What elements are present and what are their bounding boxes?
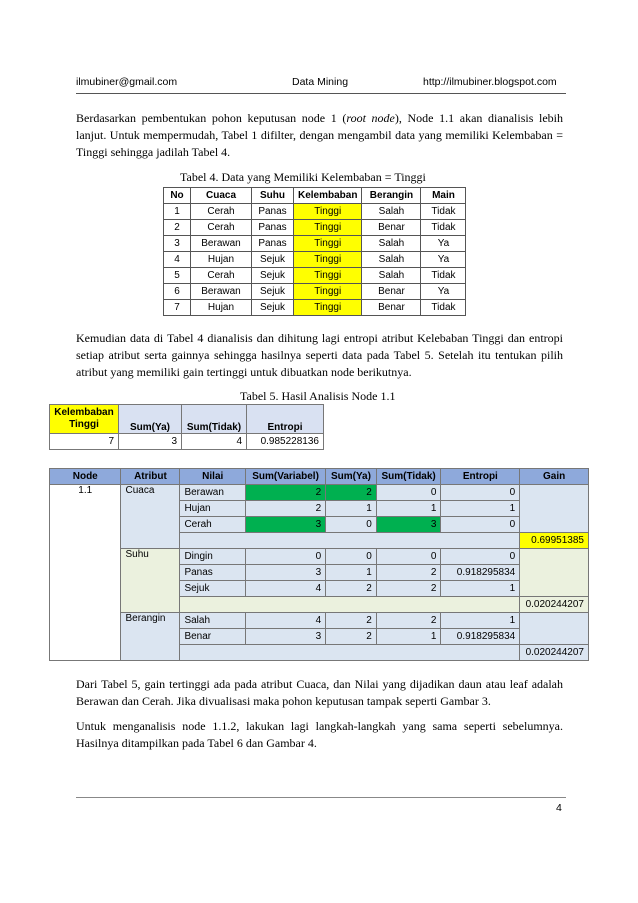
table4-cell: Tinggi: [294, 220, 362, 236]
table4-cell: Tidak: [421, 300, 466, 316]
table4-cell: Tinggi: [294, 284, 362, 300]
table4-row: [164, 220, 466, 236]
attr-berangin: Berangin: [121, 613, 180, 661]
gain-blank: [520, 613, 589, 645]
table4-header: No: [164, 188, 191, 204]
table4-row: [164, 268, 466, 284]
table4-cell: Tidak: [421, 204, 466, 220]
table4-cell: Cerah: [191, 268, 252, 284]
nilai: Sejuk: [180, 581, 246, 597]
table4-cell: Tidak: [421, 268, 466, 284]
table4-caption: Tabel 4. Data yang Memiliki Kelembaban = Tinggi: [180, 170, 426, 184]
sum-tidak: 3: [376, 517, 441, 533]
table4-cell: Sejuk: [252, 268, 294, 284]
sum-ya: 1: [326, 501, 377, 517]
table4-cell: Tinggi: [294, 236, 362, 252]
entropi: 0.918295834: [441, 629, 520, 645]
table4-cell: Hujan: [191, 252, 252, 268]
table4-header: Cuaca: [191, 188, 252, 204]
t5-header: Sum(Ya): [326, 469, 377, 485]
nilai: Benar: [180, 629, 246, 645]
table4-cell: Tinggi: [294, 300, 362, 316]
table4-cell: Panas: [252, 220, 294, 236]
sum-ya: 0: [326, 517, 377, 533]
table4-cell: Salah: [362, 236, 421, 252]
table4: [163, 187, 466, 316]
sum-variabel: 4: [246, 613, 326, 629]
table4-cell: Ya: [421, 284, 466, 300]
header-title: Data Mining: [292, 76, 349, 88]
node-label: 1.1: [50, 485, 121, 661]
paragraph-analysis: Kemudian data di Tabel 4 dianalisis dan dihitung lagi entropi atribut Kelebaban Tinggi dan entropi setiap atribut serta gainnya sehingga hasilnya seperti data pada Tabel 5. Setelah itu tentukan pilih atribut yang memiliki gain tertinggi untuk dibuatkan node berikutnya.: [76, 331, 563, 379]
table4-cell: 1: [164, 204, 191, 220]
gain-berangin: 0.020244207: [520, 645, 589, 661]
summary-total: 7: [50, 434, 119, 450]
sum-tidak: 1: [376, 501, 441, 517]
table4-row: [164, 236, 466, 252]
sum-variabel: 2: [246, 501, 326, 517]
table5-caption: Tabel 5. Hasil Analisis Node 1.1: [240, 389, 396, 403]
nilai: Salah: [180, 613, 246, 629]
table4-cell: 7: [164, 300, 191, 316]
gain-spacer: [180, 597, 520, 613]
table5-header-row: [50, 469, 589, 485]
entropi: 1: [441, 501, 520, 517]
table4-cell: Hujan: [191, 300, 252, 316]
sum-ya: 0: [326, 549, 377, 565]
sum-ya: 2: [326, 485, 377, 501]
gain-spacer: [180, 533, 520, 549]
table4-cell: Salah: [362, 268, 421, 284]
table4-cell: Benar: [362, 220, 421, 236]
sum-variabel: 0: [246, 549, 326, 565]
sum-tidak: 0: [376, 549, 441, 565]
table4-cell: Tinggi: [294, 252, 362, 268]
header-divider: [76, 93, 566, 94]
nilai: Cerah: [180, 517, 246, 533]
table4-cell: 5: [164, 268, 191, 284]
summary-entropi: 0.985228136: [247, 434, 324, 450]
table4-cell: Salah: [362, 252, 421, 268]
summary-header-entropi: Entropi: [247, 405, 324, 434]
nilai: Dingin: [180, 549, 246, 565]
paragraph-next: Untuk menganalisis node 1.1.2, lakukan lagi langkah-langkah yang sama seperti sebelumnya. Hasilnya ditampilkan pada Tabel 6 dan Gambar 4.: [76, 719, 563, 750]
t5-header: Gain: [520, 469, 589, 485]
attr-cuaca: Cuaca: [121, 485, 180, 549]
t5-header: Nilai: [180, 469, 246, 485]
table4-cell: 2: [164, 220, 191, 236]
sum-tidak: 1: [376, 629, 441, 645]
page-number: 4: [556, 802, 562, 814]
table4-row: [164, 284, 466, 300]
sum-tidak: 2: [376, 613, 441, 629]
sum-variabel: 3: [246, 517, 326, 533]
attr-suhu: Suhu: [121, 549, 180, 613]
table4-row: [164, 300, 466, 316]
table4-cell: Ya: [421, 236, 466, 252]
sum-variabel: 3: [246, 629, 326, 645]
table4-cell: Salah: [362, 204, 421, 220]
nilai: Hujan: [180, 501, 246, 517]
gain-suhu: 0.020244207: [520, 597, 589, 613]
table4-cell: Benar: [362, 300, 421, 316]
table4-header-row: [164, 188, 466, 204]
summary-sumtidak: 4: [182, 434, 247, 450]
table5-summary: [49, 404, 324, 450]
table4-cell: Panas: [252, 236, 294, 252]
entropi: 0: [441, 549, 520, 565]
t5-header: Sum(Variabel): [246, 469, 326, 485]
table4-cell: Sejuk: [252, 252, 294, 268]
footer-divider: [76, 797, 566, 798]
nilai: Panas: [180, 565, 246, 581]
sum-variabel: 3: [246, 565, 326, 581]
header-url[interactable]: http://ilmubiner.blogspot.com: [423, 76, 557, 88]
table4-cell: Tinggi: [294, 268, 362, 284]
sum-variabel: 2: [246, 485, 326, 501]
sum-ya: 1: [326, 565, 377, 581]
table4-cell: 6: [164, 284, 191, 300]
summary-header-sumya: Sum(Ya): [119, 405, 182, 434]
sum-tidak: 2: [376, 565, 441, 581]
entropi: 0.918295834: [441, 565, 520, 581]
entropi: 0: [441, 485, 520, 501]
t5-header: Entropi: [441, 469, 520, 485]
sum-ya: 2: [326, 581, 377, 597]
t5-header: Node: [50, 469, 121, 485]
nilai: Berawan: [180, 485, 246, 501]
table5-analysis: [49, 468, 589, 661]
table4-row: [164, 252, 466, 268]
table4-cell: Tidak: [421, 220, 466, 236]
summary-sumya: 3: [119, 434, 182, 450]
sum-tidak: 2: [376, 581, 441, 597]
t5-header: Atribut: [121, 469, 180, 485]
summary-header-sumtidak: Sum(Tidak): [182, 405, 247, 434]
gain-spacer: [180, 645, 520, 661]
summary-header-kelembaban: Kelembaban Tinggi: [50, 405, 119, 434]
entropi: 1: [441, 613, 520, 629]
gain-blank: [520, 485, 589, 533]
table4-cell: Panas: [252, 204, 294, 220]
table4-header: Main: [421, 188, 466, 204]
table4-cell: Tinggi: [294, 204, 362, 220]
paragraph-intro: Berdasarkan pembentukan pohon keputusan node 1 (root node), Node 1.1 akan dianalisis lebih lanjut. Untuk mempermudah, Tabel 1 difilter, dengan mengambil data yang memiliki Kelembaban = Tinggi sehingga jadilah Tabel 4.: [76, 111, 563, 159]
table4-cell: Sejuk: [252, 284, 294, 300]
sum-tidak: 0: [376, 485, 441, 501]
table4-cell: 3: [164, 236, 191, 252]
table4-cell: 4: [164, 252, 191, 268]
gain-cuaca: 0.69951385: [520, 533, 589, 549]
table4-row: [164, 204, 466, 220]
entropi: 1: [441, 581, 520, 597]
table4-cell: Cerah: [191, 204, 252, 220]
header-email: ilmubiner@gmail.com: [76, 76, 178, 88]
sum-ya: 2: [326, 613, 377, 629]
paragraph-result: Dari Tabel 5, gain tertinggi ada pada atribut Cuaca, dan Nilai yang dijadikan daun atau leaf adalah Berawan dan Cerah. Jika divualisasi maka pohon keputusan tampak seperti Gambar 3.: [76, 677, 563, 708]
table4-header: Kelembaban: [294, 188, 362, 204]
table4-cell: Berawan: [191, 284, 252, 300]
sum-variabel: 4: [246, 581, 326, 597]
table4-header: Berangin: [362, 188, 421, 204]
entropi: 0: [441, 517, 520, 533]
t5-header: Sum(Tidak): [376, 469, 441, 485]
sum-ya: 2: [326, 629, 377, 645]
table4-cell: Cerah: [191, 220, 252, 236]
table4-header: Suhu: [252, 188, 294, 204]
table4-cell: Benar: [362, 284, 421, 300]
gain-blank: [520, 549, 589, 597]
table4-cell: Berawan: [191, 236, 252, 252]
table4-cell: Sejuk: [252, 300, 294, 316]
table4-cell: Ya: [421, 252, 466, 268]
